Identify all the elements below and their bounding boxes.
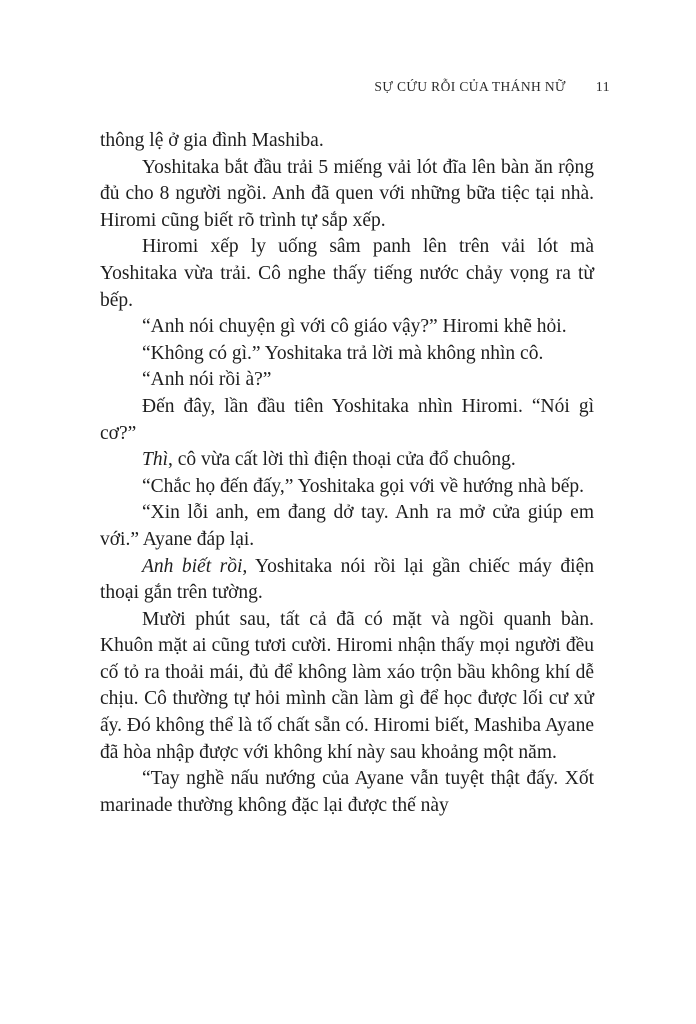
paragraph [100, 607, 594, 767]
book-title: SỰ CỨU RỖI CỦA THÁNH NỮ [374, 79, 566, 94]
paragraph [100, 474, 594, 501]
paragraph [100, 394, 594, 447]
paragraph [100, 500, 594, 553]
paragraph-text: Yoshitaka nói rồi lại gần chiếc máy điện thoại gắn trên tường. [100, 555, 594, 604]
paragraph-text: Yoshitaka bắt đầu trải 5 miếng vải lót đĩa lên bàn ăn rộng đủ cho 8 người ngồi. Anh đã quen với những bữa tiệc tại nhà. Hiromi cũng biết rõ trình tự sắp xếp. [100, 156, 594, 231]
paragraph-text: Mười phút sau, tất cả đã có mặt và ngồi quanh bàn. Khuôn mặt ai cũng tươi cười. Hiromi nhận thấy mọi người đều cố tỏ ra thoải mái, đủ để không làm xáo trộn bầu không khí dễ chịu. Cô thường tự hỏi mình cần làm gì để học được lối cư xử ấy. Đó không thể là tố chất sẵn có. Hiromi biết, Mashiba Ayane đã hòa nhập được với không khí này sau khoảng một năm. [100, 608, 594, 763]
paragraph-text: Đến đây, lần đầu tiên Yoshitaka nhìn Hiromi. “Nói gì cơ?” [100, 395, 594, 444]
body-text [100, 128, 594, 819]
italic-text: Thì [142, 449, 169, 471]
italic-text: Anh biết rồi, [142, 555, 248, 577]
paragraph-text: “Chắc họ đến đấy,” Yoshitaka gọi với về hướng nhà bếp. [142, 475, 585, 497]
paragraph-text: thông lệ ở gia đình Mashiba. [100, 130, 324, 151]
paragraph [100, 341, 594, 368]
paragraph [100, 447, 594, 474]
paragraph-text: “Anh nói chuyện gì với cô giáo vậy?” Hiromi khẽ hỏi. [142, 316, 567, 338]
page-number: 11 [595, 80, 610, 95]
paragraph-text: “Không có gì.” Yoshitaka trả lời mà không nhìn cô. [142, 342, 544, 364]
paragraph [100, 128, 594, 155]
paragraph [100, 155, 594, 235]
paragraph [100, 554, 594, 607]
paragraph-text: “Anh nói rồi à?” [142, 369, 272, 391]
paragraph [100, 367, 594, 394]
paragraph [100, 234, 594, 314]
paragraph [100, 314, 594, 341]
paragraph [100, 766, 594, 819]
running-header [0, 79, 610, 96]
paragraph-text: , cô vừa cất lời thì điện thoại cửa đổ chuông. [168, 449, 516, 471]
paragraph-text: “Tay nghề nấu nướng của Ayane vẫn tuyệt thật đấy. Xốt marinade thường không đặc lại được thế này [100, 768, 594, 816]
paragraph-text: Hiromi xếp ly uống sâm panh lên trên vải lót mà Yoshitaka vừa trải. Cô nghe thấy tiếng nước chảy vọng ra từ bếp. [100, 236, 594, 311]
paragraph-text: “Xin lỗi anh, em đang dở tay. Anh ra mở cửa giúp em với.” Ayane đáp lại. [100, 502, 594, 550]
